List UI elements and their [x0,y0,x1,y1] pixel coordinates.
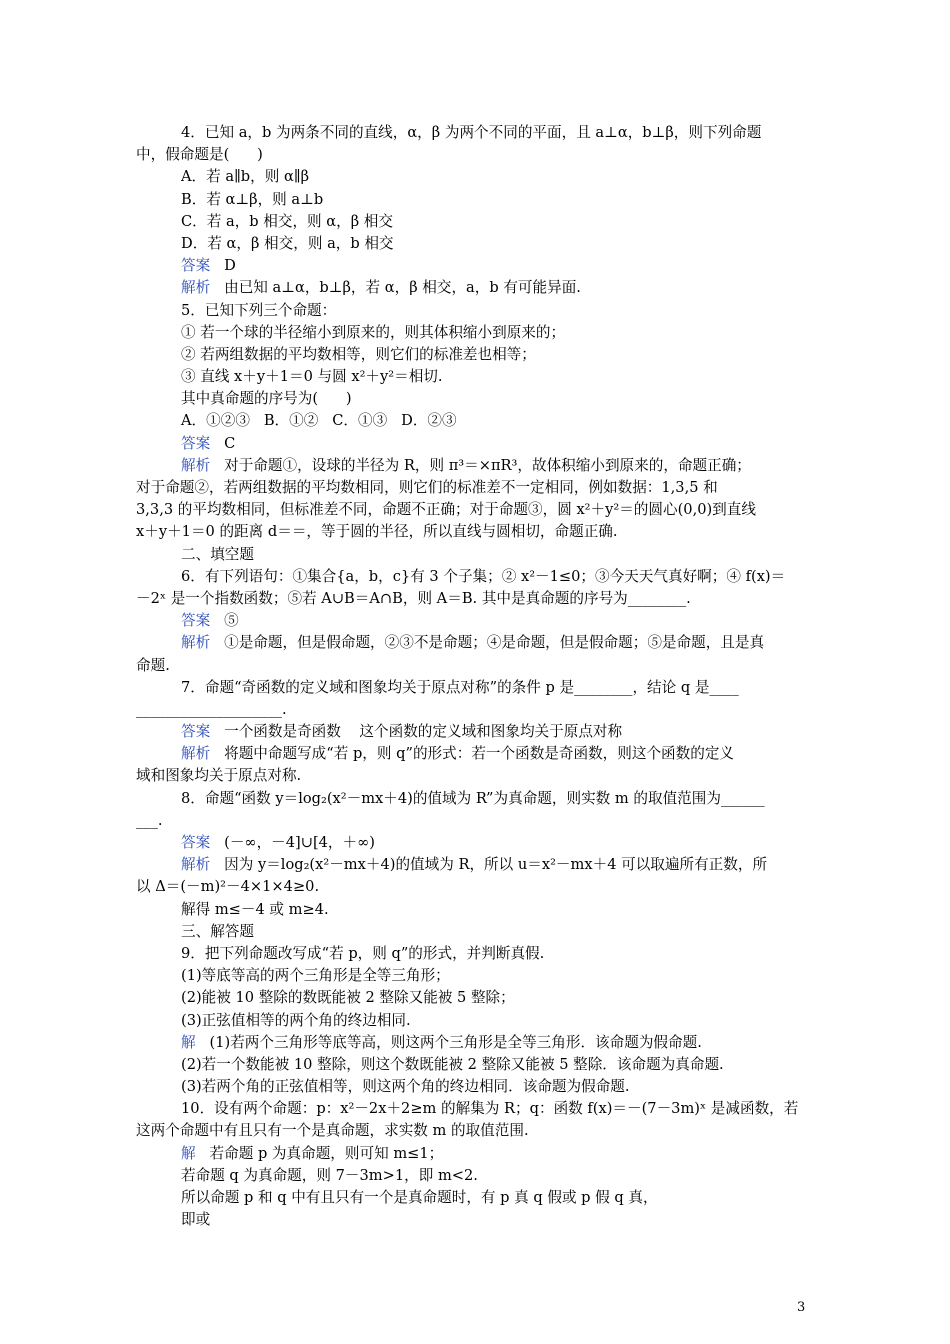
line-text: 命题. [136,656,170,674]
text-line [136,921,816,943]
text-line [136,322,816,344]
text-line [136,1032,816,1054]
line-text: 将题中命题写成“若 p，则 q”的形式：若一个函数是奇函数，则这个函数的定义 [210,745,735,763]
section-tag: 答案 [181,257,211,275]
line-text: (3)若两个角的正弦值相等，则这两个角的终边相同．该命题为假命题. [181,1078,630,1096]
line-text: 以 Δ＝(－m)²－4×1×4≥0. [136,878,320,896]
line-text: ①是命题，但是假命题，②③不是命题；④是命题，但是假命题；⑤是命题，且是真 [210,634,765,652]
line-text: 一个函数是奇函数 这个函数的定义域和图象均关于原点对称 [210,723,623,741]
section-tag: 解析 [181,456,211,474]
line-text: 若命题 q 为真命题，则 7－3m>1，即 m<2. [181,1166,478,1184]
page-body [136,122,816,1231]
line-text: 6．有下列语句：①集合{a，b，c}有 3 个子集；② x²－1≤0；③今天天气真好啊；④ f(x)＝ [181,567,786,585]
text-line [136,1054,816,1076]
line-text: 解得 m≤－4 或 m≥4. [181,900,329,918]
text-line [136,876,816,898]
line-text: 二、填空题 [181,545,254,563]
text-line [136,122,816,144]
line-text: 对于命题②，若两组数据的平均数相同，则它们的标准差不一定相同，例如数据：1,3,5 和 [136,479,718,496]
text-line [136,144,816,166]
line-text: 9．把下列命题改写成“若 p，则 q”的形式，并判断真假. [181,944,545,962]
line-text: x＋y＋1＝0 的距离 d＝＝，等于圆的半径，所以直线与圆相切，命题正确. [136,523,618,541]
text-line [136,699,816,721]
text-line [136,1209,816,1231]
text-line [136,743,816,765]
text-line [136,521,816,543]
text-line [136,410,816,432]
line-text: (1)若两个三角形等底等高，则这两个三角形是全等三角形．该命题为假命题. [195,1033,702,1051]
section-tag: 解 [181,1144,196,1162]
section-tag: 答案 [181,723,211,741]
section-tag: 答案 [181,434,211,452]
line-text: A．①②③ B．①② C．①③ D．②③ [181,412,457,430]
line-text: 4．已知 a，b 为两条不同的直线，α，β 为两个不同的平面，且 a⊥α，b⊥β，则下列命题 [181,124,762,141]
section-tag: 解析 [181,745,211,763]
text-line [136,1187,816,1209]
line-text: (1)等底等高的两个三角形是全等三角形； [181,967,450,985]
text-line [136,832,816,854]
line-text: A．若 a∥b，则 α∥β [181,168,310,186]
text-line [136,632,816,654]
text-line [136,655,816,677]
line-text: 8．命题“函数 y＝log₂(x²－mx＋4)的值域为 R”为真命题，则实数 m 的取值范围为______ [181,789,765,807]
text-line [136,189,816,211]
section-tag: 解析 [181,279,211,297]
line-text: 5．已知下列三个命题： [181,301,337,319]
text-line [136,1165,816,1187]
line-text: ② 若两组数据的平均数相等，则它们的标准差也相等； [181,345,536,363]
text-line [136,854,816,876]
text-line [136,965,816,987]
text-line [136,544,816,566]
text-line [136,610,816,632]
text-line [136,455,816,477]
text-line [136,433,816,455]
line-text: 因为 y＝log₂(x²－mx＋4)的值域为 R，所以 u＝x²－mx＋4 可以取遍所有正数，所 [210,856,768,874]
text-line [136,810,816,832]
text-line [136,588,816,610]
text-line [136,300,816,322]
line-text: 10．设有两个命题：p：x²－2x＋2≥m 的解集为 R；q：函数 f(x)＝－(7－3m)ˣ 是减函数，若 [181,1100,799,1118]
section-tag: 解析 [181,634,211,652]
text-line [136,788,816,810]
line-text: 7．命题“奇函数的定义域和图象均关于原点对称”的条件 p 是________，结论 q 是____ [181,678,739,696]
line-text: ⑤ [210,612,239,630]
text-line [136,166,816,188]
text-line [136,943,816,965]
text-line [136,1120,816,1142]
line-text: ____________________. [136,700,287,718]
line-text: －2ˣ 是一个指数函数；⑤若 A∪B＝A∩B，则 A＝B. 其中是真命题的序号为________. [136,589,691,607]
text-line [136,677,816,699]
text-line [136,899,816,921]
text-line [136,366,816,388]
text-line [136,721,816,743]
line-text: ③ 直线 x＋y＋1＝0 与圆 x²＋y²＝相切. [181,368,443,386]
page-number: 3 [797,1300,806,1315]
text-line [136,277,816,299]
line-text: 对于命题①，设球的半径为 R，则 π³＝×πR³，故体积缩小到原来的，命题正确； [210,456,751,474]
line-text: C [210,434,236,452]
line-text: 3,3,3 的平均数相同，但标准差不同，命题不正确；对于命题③，圆 x²＋y²＝的圆心(0,0)到直线 [136,501,756,519]
line-text: 三、解答题 [181,922,254,940]
text-line [136,344,816,366]
line-text: C．若 a，b 相交，则 α，β 相交 [181,212,393,230]
line-text: (2)若一个数能被 10 整除，则这个数既能被 2 整除又能被 5 整除．该命题为真命题. [181,1055,724,1073]
line-text: (－∞，－4]∪[4，＋∞) [210,834,375,851]
text-line [136,566,816,588]
section-tag: 解析 [181,856,211,874]
text-line [136,499,816,521]
line-text: (3)正弦值相等的两个角的终边相同. [181,1011,411,1029]
line-text: 所以命题 p 和 q 中有且只有一个是真命题时，有 p 真 q 假或 p 假 q 真， [181,1189,658,1206]
text-line [136,765,816,787]
line-text: D．若 α，β 相交，则 a，b 相交 [181,234,394,252]
text-line [136,233,816,255]
text-line [136,987,816,1009]
text-line [136,388,816,410]
text-line [136,211,816,233]
text-line [136,1076,816,1098]
section-tag: 答案 [181,612,211,630]
line-text: ① 若一个球的半径缩小到原来的，则其体积缩小到原来的； [181,323,566,341]
line-text: B．若 α⊥β，则 a⊥b [181,190,324,208]
line-text: 中，假命题是( ) [136,146,263,164]
line-text: 即或 [181,1211,211,1229]
line-text: 域和图象均关于原点对称. [136,767,302,785]
line-text: ___. [136,811,163,829]
section-tag: 答案 [181,834,211,851]
line-text: 由已知 a⊥α，b⊥β，若 α，β 相交，a，b 有可能异面. [210,279,581,297]
line-text: D [210,257,236,275]
line-text: (2)能被 10 整除的数既能被 2 整除又能被 5 整除； [181,989,515,1007]
line-text: 若命题 p 为真命题，则可知 m≤1； [195,1144,444,1162]
text-line [136,255,816,277]
text-line [136,1143,816,1165]
text-line [136,477,816,499]
line-text: 这两个命题中有且只有一个是真命题，求实数 m 的取值范围. [136,1122,529,1140]
text-line [136,1010,816,1032]
line-text: 其中真命题的序号为( ) [181,390,352,408]
text-line [136,1098,816,1120]
section-tag: 解 [181,1033,196,1051]
